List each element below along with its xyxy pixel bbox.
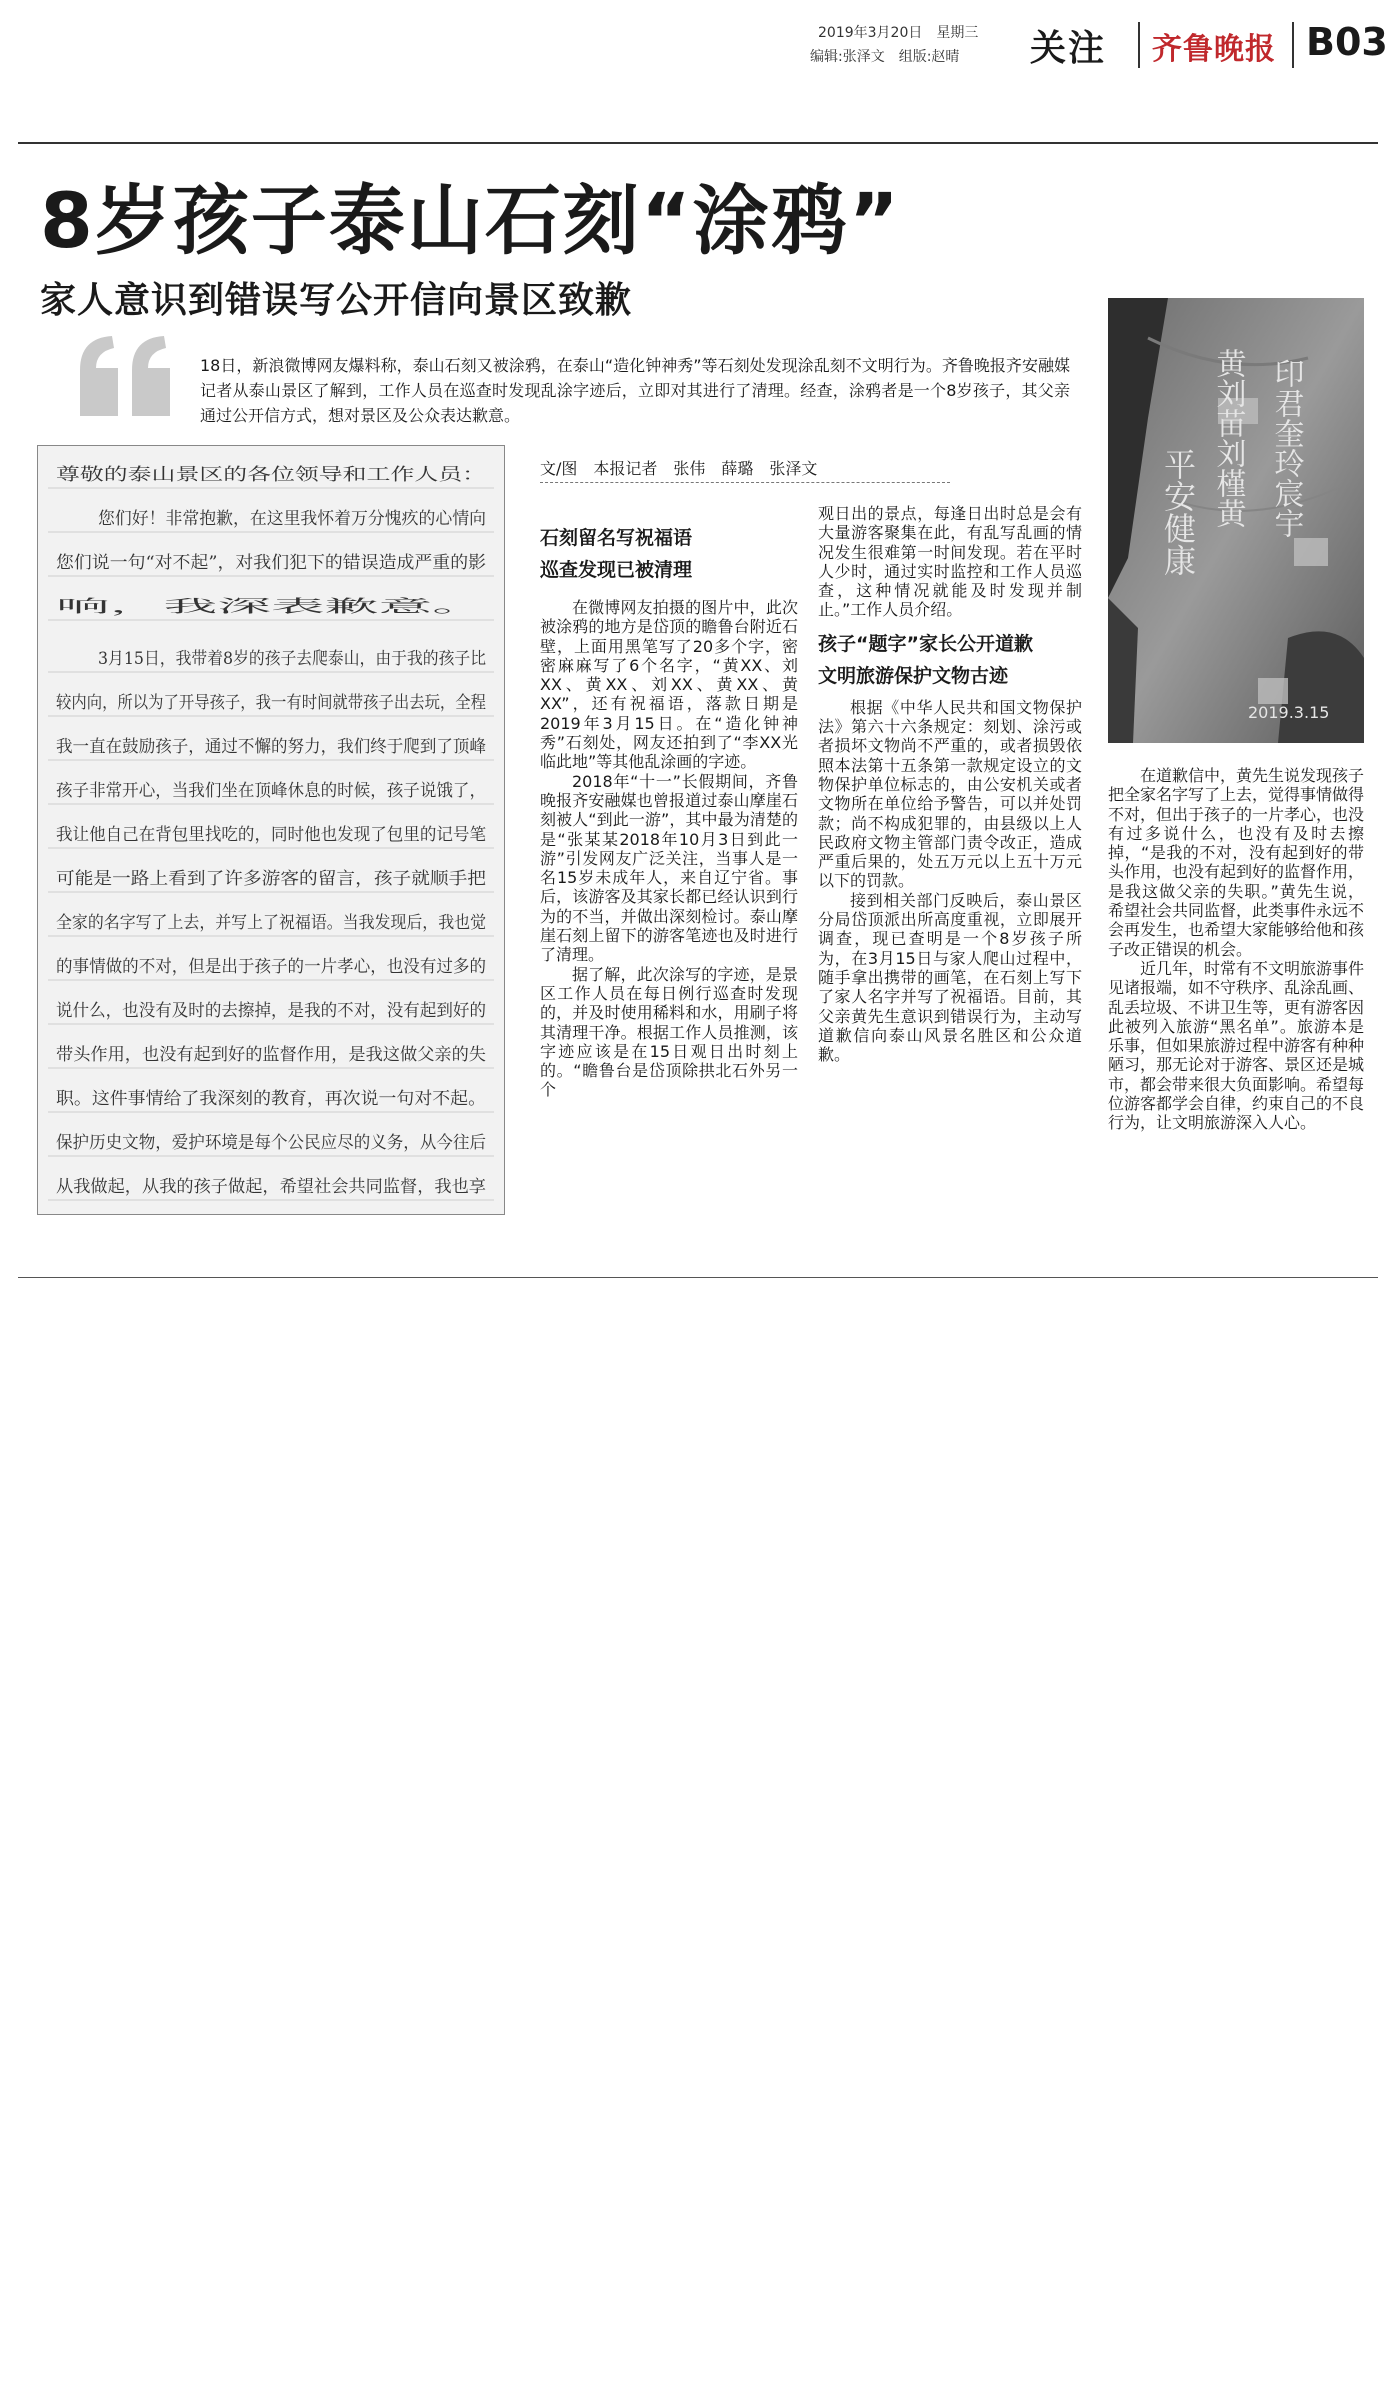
section-title-line: 文明旅游保护文物古迹 — [818, 664, 1009, 687]
header-divider — [1292, 22, 1294, 68]
paragraph: 2018年“十一”长假期间，齐鲁晚报齐安融媒也曾报道过泰山摩崖石刻被人“到此一游”，其中最为清楚的是“张某某2018年10月3日到此一游”引发网友广泛关注，当事人是一名15岁未成年人，来自辽宁省。事后，该游客及其家长都已经认识到行为的不当，并做出深刻检讨。泰山摩崖石刻上留下的游客笔迹也及时进行了清理。 — [540, 771, 798, 965]
quote-mark-icon — [72, 330, 182, 430]
header-divider — [1138, 22, 1140, 68]
byline-divider — [540, 482, 950, 483]
byline: 文/图 本报记者 张伟 薛璐 张泽文 — [540, 459, 818, 478]
section-title-2 — [818, 628, 1082, 692]
section-name: 关注 — [1030, 28, 1107, 69]
apology-letter-photo — [37, 445, 505, 1215]
letter-line: 保护历史文物，爱护环境是每个公民应尽的义务，从今往后 — [56, 1133, 486, 1153]
headline: 8岁孩子泰山石刻“涂鸦” — [40, 176, 901, 265]
column-2 — [818, 504, 1082, 1064]
rock-text: 印君奎玲宸宇 — [1268, 358, 1304, 538]
letter-line: 我让他自己在背包里找吃的，同时他也发现了包里的记号笔 — [56, 825, 486, 845]
letter-line: 全家的名字写了上去，并写上了祝福语。当我发现后，我也觉 — [56, 913, 486, 933]
letter-line: 从我做起，从我的孩子做起，希望社会共同监督，我也享 — [56, 1177, 487, 1197]
top-rule — [18, 142, 1378, 144]
page-number: B03 — [1306, 20, 1388, 64]
section-title-line: 石刻留名写祝福语 — [540, 527, 693, 549]
letter-line: 您们好！非常抱歉，在这里我怀着万分愧疚的心情向 — [98, 509, 486, 529]
paragraph: 据了解，此次涂写的字迹，是景区工作人员在每日例行巡查时发现的，并及时使用稀料和水，用刷子将其清理干净。根据工作人员推测，该字迹应该是在15日观日出时刻上的。“瞻鲁台是岱顶除拱北石外另一个 — [540, 964, 798, 1100]
letter-line: 孩子非常开心，当我们坐在顶峰休息的时候，孩子说饿了， — [56, 781, 486, 801]
graffiti-rock-photo — [1108, 298, 1364, 743]
letter-line: 职。这件事情给了我深刻的教育，再次说一句对不起。 — [56, 1089, 486, 1109]
letter-line: 带头作用，也没有起到好的监督作用，是我这做父亲的失 — [56, 1045, 487, 1065]
lead-paragraph: 18日，新浪微博网友爆料称，泰山石刻又被涂鸦，在泰山“造化钟神秀”等石刻处发现涂乱刻不文明行为。齐鲁晚报齐安融媒记者从泰山景区了解到，工作人员在巡查时发现乱涂字迹后，立即对其进行了清理。经查，涂鸦者是一个8岁孩子，其父亲通过公开信方式，想对景区及公众表达歉意。 — [200, 356, 1070, 425]
paragraph: 观日出的景点，每逢日出时总是会有大量游客聚集在此，有乱写乱画的情况发生很难第一时间发现。若在平时人少时，通过实时监控和工作人员巡查，这种情况就能及时发现并制止。”工作人员介绍。 — [818, 504, 1082, 620]
letter-line: 您们说一句“对不起”，对我们犯下的错误造成严重的影 — [56, 553, 487, 573]
paragraph: 在微博网友拍摄的图片中，此次被涂鸦的地方是岱顶的瞻鲁台附近石壁，上面用黑笔写了20多个字，密密麻麻写了6个名字，“黄XX、刘XX、黄XX、刘XX、黄XX、黄XX”，还有祝福语，落款日期是2019年3月15日。在“造化钟神秀”石刻处，网友还拍到了“李XX光临此地”等其他乱涂画的字迹。 — [540, 598, 798, 772]
section-title-line: 孩子“题字”家长公开道歉 — [818, 632, 1033, 655]
letter-line: 3月15日，我带着8岁的孩子去爬泰山，由于我的孩子比 — [98, 649, 486, 669]
letter-line: 响，我深表歉意。 — [56, 597, 486, 617]
letter-line: 我一直在鼓励孩子，通过不懈的努力，我们终于爬到了顶峰 — [56, 737, 486, 757]
section-title-line: 巡查发现已被清理 — [540, 559, 693, 581]
paragraph: 在道歉信中，黄先生说发现孩子把全家名字写了上去，觉得事情做得不对，但出于孩子的一片孝心，也没有过多说什么，也没有及时去擦掉，“是我的不对，没有起到好的带头作用，也没有起到好的监督作用，是我这做父亲的失职。”黄先生说，希望社会共同监督，此类事件永远不会再发生，也希望大家能够给他和孩子改正错误的机会。 — [1108, 766, 1365, 959]
paragraph: 近几年，时常有不文明旅游事件见诸报端，如不守秩序、乱涂乱画、乱丢垃圾、不讲卫生等，更有游客因此被列入旅游“黑名单”。旅游本是乐事，但如果旅游过程中游客有种种陋习，那无论对于游客、景区还是城市，都会带来很大负面影响。希望每位游客都学会自律，约束自己的不良行为，让文明旅游深入人心。 — [1108, 958, 1365, 1133]
letter-line: 尊敬的泰山景区的各位领导和工作人员： — [56, 465, 486, 485]
subheadline: 家人意识到错误写公开信向景区致歉 — [40, 280, 633, 321]
rock-image — [1108, 298, 1364, 743]
column-3 — [1108, 766, 1364, 1133]
paragraph: 接到相关部门反映后，泰山景区分局岱顶派出所高度重视，立即展开调查，现已查明是一个8岁孩子所为，在3月15日与家人爬山过程中，随手拿出携带的画笔，在石刻上写下了家人名字并写了祝福语。目前，其父亲黄先生意识到错误行为，主动写道歉信向泰山风景名胜区和公众道歉。 — [818, 890, 1082, 1065]
rock-text: 平安健康 — [1159, 448, 1197, 576]
letter-line: 可能是一路上看到了许多游客的留言，孩子就顺手把 — [56, 869, 486, 889]
section-title-1 — [540, 522, 750, 586]
bottom-rule — [18, 1277, 1378, 1278]
letter-line: 说什么，也没有及时的去擦掉，是我的不对，没有起到好的 — [56, 1001, 486, 1021]
letter-line: 较内向，所以为了开导孩子，我一有时间就带孩子出去玩，全程 — [56, 693, 486, 713]
issue-date: 2019年3月20日 星期三 — [818, 25, 979, 41]
paragraph: 根据《中华人民共和国文物保护法》第六十六条规定：刻划、涂污或者损坏文物尚不严重的，或者损毁依照本法第十五条第一款规定设立的文物保护单位标志的，由公安机关或者文物所在单位给予警告，可以并处罚款；尚不构成犯罪的，由县级以上人民政府文物主管部门责令改正，造成严重后果的，处五万元以上五十万元以下的罚款。 — [818, 697, 1082, 891]
rock-text: 2019.3.15 — [1248, 703, 1330, 722]
editor-credits: 编辑:张泽文 组版:赵晴 — [810, 49, 960, 65]
newspaper-brand: 齐鲁晚报 — [1152, 32, 1276, 67]
rock-text: 黄刘苗刘槿黄 — [1210, 348, 1246, 528]
letter-line: 的事情做的不对，但是出于孩子的一片孝心，也没有过多的 — [56, 957, 486, 977]
column-1 — [540, 598, 798, 1100]
letter-lines — [38, 446, 504, 1214]
